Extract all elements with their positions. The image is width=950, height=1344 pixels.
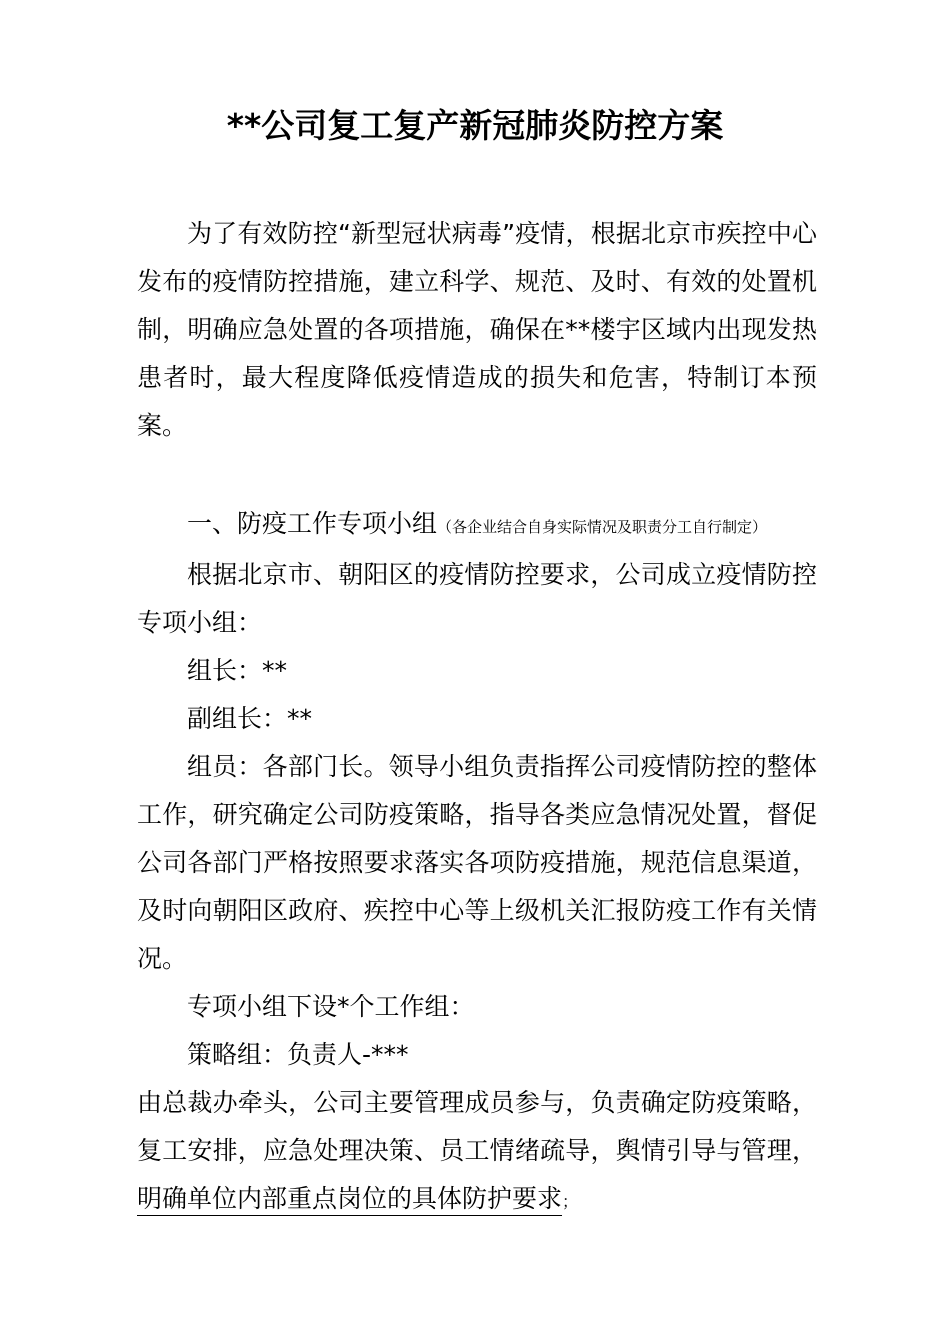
section-heading xyxy=(137,500,817,551)
members-paragraph: 组员：各部门长。领导小组负责指挥公司疫情防控的整体工作，研究确定公司防疫策略，指导各类应急情况处置，督促公司各部门严格按照要求落实各项防疫措施，规范信息渠道，及时向朝阳区政府、疾控中心等上级机关汇报防疫工作有关情况。 xyxy=(137,752,817,973)
section-paragraph: 根据北京市、朝阳区的疫情防控要求，公司成立疫情防控专项小组： xyxy=(137,560,817,637)
document-title: **公司复工复产新冠肺炎防控方案 xyxy=(226,106,724,145)
strategy-desc-end: ； xyxy=(562,1192,579,1211)
strategy-desc-main: 由总裁办牵头，公司主要管理成员参与，负责确定防疫策略，复工安排，应急处理决策、员工情绪疏导，舆情引导与管理， xyxy=(137,1088,817,1165)
intro-paragraph: 为了有效防控“新型冠状病毒”疫情，根据北京市疾控中心发布的疫情防控措施，建立科学、规范、及时、有效的处置机制，明确应急处置的各项措施，确保在**楼宇区域内出现发热患者时，最大程度降低疫情造成的损失和危害，特制订本预案。 xyxy=(137,219,817,440)
strategy-group-line: 策略组：负责人-*** xyxy=(187,1040,409,1069)
intro-block xyxy=(137,210,817,450)
strategy-desc-underlined: 明确单位内部重点岗位的具体防护要求 xyxy=(137,1184,563,1213)
subgroups-intro: 专项小组下设*个工作组： xyxy=(187,992,475,1021)
leader-line: 组长：** xyxy=(187,656,288,685)
section-1 xyxy=(137,500,817,1226)
strategy-group-description xyxy=(137,1079,817,1226)
deputy-leader-line: 副组长：** xyxy=(187,704,313,733)
section-heading-text: 一、防疫工作专项小组 xyxy=(187,509,438,538)
section-heading-note: （各企业结合自身实际情况及职责分工自行制定） xyxy=(437,518,768,536)
